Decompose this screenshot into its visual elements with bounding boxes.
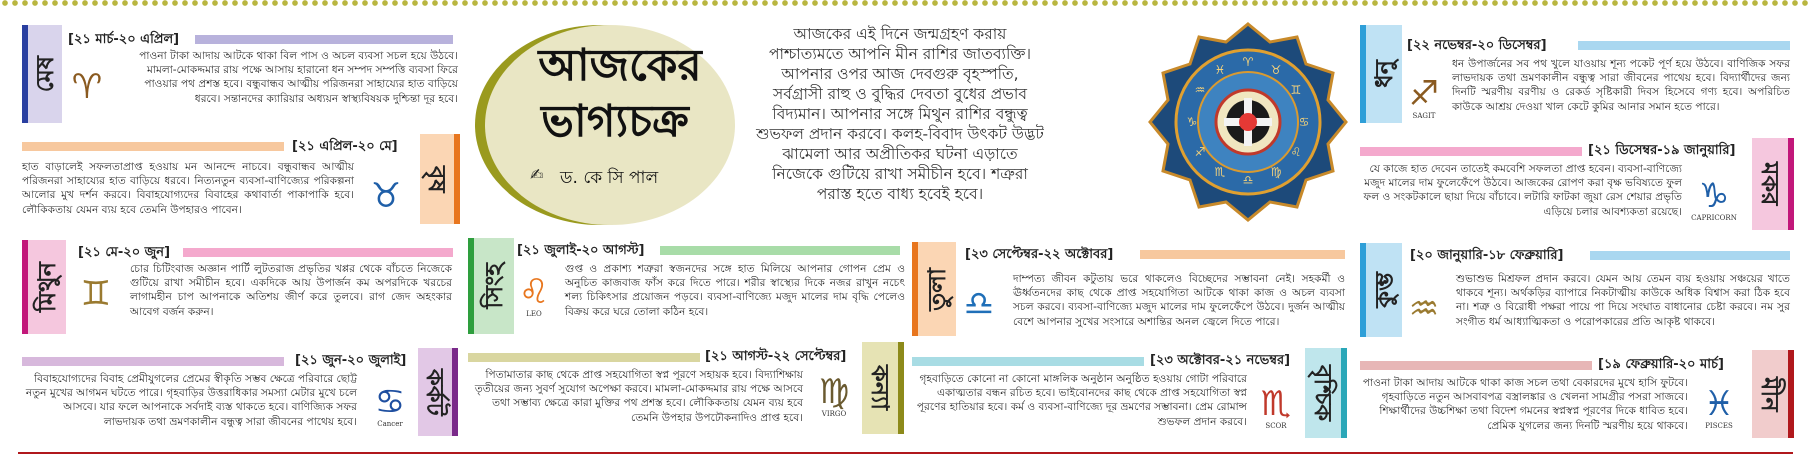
taurus-icon: ♉	[370, 176, 402, 216]
leo-icon: ♌ LEO	[518, 272, 550, 318]
sign-tab-mesh: মেষ	[22, 25, 62, 123]
top-dot-border	[0, 0, 1809, 8]
sign-text-tula: দাম্পত্য জীবন কটুতায় ভরে থাকলেও বিচ্ছেদের সম্ভাবনা নেই। সহকর্মী ও ঊর্ধ্বতনদের কাছ থেকে প্রাপ্ত সহযোগিতা আটকে থাকা কাজ ও অচল ব্যবসা সচল করবে। ব্যবসা-বাণিজ্যে মজুদ মালের দাম ফুলেফেঁপে উঠবে। দুর্জন আত্মীয় বেশে আপনার সুখের সংসারে অশান্তির অনল জ্বেলে দিতে পারে।	[1013, 273, 1345, 328]
sign-date-makar: [২১ ডিসেম্বর-১৯ জানুয়ারি]	[1588, 143, 1736, 158]
sign-bar-brisha	[22, 142, 284, 151]
bottom-rule	[18, 452, 1793, 454]
pen-icon: ✍	[530, 165, 544, 184]
sign-text-kumbha: শুভাশুভ মিশ্রফল প্রদান করবে। যেমন আয় তেমন ব্যয় হওয়ায় সঞ্চয়ের খাতে থাকবে শূন্য। অর্থকড়ির ব্যাপারে নিকটাত্মীয় কাউকে অধিক বিশ্বাস করা ঠিক হবে না। শত্রু ও বিরোধী পক্ষরা পায়ে পা দিয়ে সংঘাত বাধানোর চেষ্টা করবে। নম সুর সংগীত ধর্ম আধ্যাত্মিকতা ও পরোপকারের প্রতি আকৃষ্ট থাকবে।	[1456, 273, 1790, 328]
intro-paragraph: আজকের এই দিনে জন্মগ্রহণ করায় পাশ্চাত্যমতে আপনি মীন রাশির জাতব্যক্তি। আপনার ওপর আজ দেবগুরু বৃহস্পতি, সর্বগ্রাসী রাহু ও বুদ্ধির দেবতা বুধের প্রভাব বিদ্যমান। আপনার সঙ্গে মিথুন রাশির বন্ধুত্ব শুভফল প্রদান করবে। কলহ-বিবাদ উৎকট উদ্ভট ঝামেলা আর অপ্রীতিকর ঘটনা এড়াতে নিজেকে গুটিয়ে রাখা সমীচীন হবে। শত্রুরা পরাস্ত হতে বাধ্য হবেই হবে।	[756, 25, 1044, 203]
sign-bar-meen	[1360, 361, 1592, 370]
svg-text:♓: ♓	[1214, 63, 1226, 77]
sign-bar-makar	[1360, 147, 1582, 156]
aquarius-icon: ♒	[1408, 289, 1440, 329]
sign-text-brisha: হাত বাড়ালেই সফলতাপ্রাপ্ত হওয়ায় মন আনন্দে নাচবে। বন্ধুবান্ধব আত্মীয় পরিজনরা সাহায্যের হাত বাড়িয়ে ধরবে। নিত্যনতুন ব্যবসা-বাণিজ্যের পরিকল্পনা আলোর মুখ দর্শন করবে। বিবাহযোগ্যদের বিবাহের কথাবার্তা পাকাপাকি হবে। লৌকিকতায় যেমন ব্যয় হবে তেমনি উপহারও পাবেন।	[22, 161, 354, 216]
sign-tab-tula: তুলা	[912, 242, 956, 336]
sign-date-kumbha: [২০ জানুয়ারি-১৮ ফেব্রুয়ারি]	[1410, 248, 1564, 263]
sign-bar-kumbha	[1590, 251, 1790, 260]
sign-text-mithun: চোর চিটিংবাজ অজ্ঞান পার্টি লুটতরাজ প্রভৃতির খপ্পর থেকে বাঁচতে নিজেকে গুটিয়ে রাখা সমীচীন হবে। একদিকে আয় উপার্জন কম অপরদিকে খরচের লাগামহীন চাপ আপনাকে অতিশয় জীর্ণ করে তুলবে। রাগ জেদ অহংকার আবেগ বর্জন করুন।	[130, 263, 452, 318]
sign-tab-kumbha: কুম্ভ	[1360, 243, 1402, 337]
sign-date-singha: [২১ জুলাই-২০ আগস্ট]	[517, 243, 645, 258]
svg-text:♈: ♈	[1242, 55, 1254, 69]
scorpio-icon: ♏ SCOR	[1260, 384, 1292, 430]
sign-date-brisha: [২১ এপ্রিল-২০ মে]	[292, 139, 398, 154]
sign-tab-meen: মীন	[1752, 350, 1794, 438]
sign-text-brishchik: গৃহবাড়িতে কোনো না কোনো মাঙ্গলিক অনুষ্ঠান অনুষ্ঠিত হওয়ায় গোটা পরিবারে একাত্মতার বন্ধন রচিত হবে। ভাইবোনদের কাছ থেকে প্রাপ্ত সহযোগিতা স্বপ্ন পূরণের হাতিয়ার হবে। কর্ম ও ব্যবসা-বাণিজ্যে দূর ভ্রমণের সম্ভাবনা। প্রেম রোমান্স শুভফল প্রদান করবে।	[916, 373, 1247, 428]
pisces-icon: ♓ PISCES	[1703, 384, 1735, 430]
sign-bar-tula	[1140, 250, 1345, 259]
sign-tab-mithun: মিথুন	[22, 240, 66, 334]
gemini-icon: ♊	[80, 274, 112, 314]
sign-bar-brishchik	[912, 357, 1144, 366]
sign-date-dhanu: [২২ নভেম্বর-২০ ডিসেম্বর]	[1407, 38, 1547, 53]
sign-text-mesh: পাওনা টাকা আদায় আটকে থাকা বিল পাস ও অচল ব্যবসা সচল হয়ে উঠবে। মামলা-মোকদ্দমার রায় পক্ষে আসায় হারানো ধন সম্পদ সম্পত্তি ব্যবসা ফিরে পাওয়ার পথ প্রশস্ত হবে। বন্ধুবান্ধব আত্মীয় পরিজনরা সাহায্যের হাত বাড়িয়ে ধরবে। সন্তানদের ক্যারিয়ার অধ্যয়ন স্বাস্থ্যবিষয়ক দুশ্চিন্তা দূর হবে।	[139, 50, 458, 105]
sagittarius-icon: ♐ SAGIT	[1408, 74, 1440, 120]
svg-text:♑: ♑	[1186, 115, 1198, 129]
sign-tab-makar: মকর	[1752, 138, 1794, 230]
sign-bar-kanya	[468, 353, 700, 362]
sign-date-brishchik: [২৩ অক্টোবর-২১ নভেম্বর]	[1150, 353, 1291, 368]
sign-tab-brishchik: বৃশ্চিক	[1305, 348, 1347, 438]
sign-text-kanya: পিতামাতার কাছ থেকে প্রাপ্ত সহযোগিতা স্বপ্ন পূরণে সহায়ক হবে। বিদ্যাশিক্ষায় তৃতীয়ের জন্য সুবর্ণ সুযোগ অপেক্ষা করবে। মামলা-মোকদ্দমার রায় পক্ষে আসবে তথা সম্ভাব্য ক্ষেত্রে কারা মুক্তির পথ প্রশস্ত হবে। লৌকিকতায় যেমন ব্যয় হবে তেমনি উপহার উপঢৌকনাদিও প্রাপ্ত হবে।	[474, 369, 803, 424]
page-title-line2: ভাগ্যচক্র	[541, 96, 689, 147]
svg-text:♏: ♏	[1214, 165, 1226, 179]
sign-bar-dhanu	[1578, 41, 1790, 50]
sign-date-mesh: [২১ মার্চ-২০ এপ্রিল]	[68, 32, 180, 47]
svg-text:♌: ♌	[1290, 145, 1302, 159]
svg-text:♐: ♐	[1194, 145, 1206, 159]
sign-date-kanya: [২১ আগস্ট-২২ সেপ্টেম্বর]	[705, 349, 847, 364]
libra-icon: ♎	[963, 284, 995, 324]
svg-text:♒: ♒	[1194, 83, 1206, 97]
sign-tab-dhanu: ধনু	[1360, 25, 1402, 123]
virgo-icon: ♍ VIRGO	[818, 372, 850, 418]
sign-text-karkat: বিবাহযোগ্যদের বিবাহ প্রেমীযুগলের প্রেমের স্বীকৃতি সম্ভব ক্ষেত্রে পরিবারে ছোট্ট নতুন মুখের আগমন ঘটতে পারে। গৃহবাড়ির উত্তরাধিকার সমস্যা মেটার মুখে চলে আসবে। যার ফলে আপনাকে সর্বদাই ব্যস্ত থাকতে হবে। বাণিজ্যিক সফর লাভদায়ক তথা ভ্রমণকালীন বন্ধুত্ব সারা জীবনের পাথেয় হবে।	[25, 373, 357, 428]
sign-bar-singha	[660, 246, 900, 255]
svg-text:♉: ♉	[1270, 63, 1282, 77]
sign-tab-karkat: কর্কট	[418, 348, 458, 436]
sign-bar-mithun	[183, 248, 453, 257]
sign-bar-karkat	[22, 357, 284, 366]
svg-text:♎: ♎	[1242, 173, 1254, 187]
sign-text-meen: পাওনা টাকা আদায় আটকে থাকা কাজ সচল তথা বেকারদের মুখে হাসি ফুটবে। গৃহবাড়িতে নতুন আসবাবপত্র বস্ত্রালঙ্কার ও খেলনা সামগ্রীর পসরা সাজবে। শিক্ষার্থীদের উচ্চশিক্ষা তথা বিদেশ গমনের স্বপ্নস্বপ্ন পূরণের দিকে ধাবিত হবে। প্রেমিক যুগলের জন্য দিনটি স্মরণীয় হয়ে থাকবে।	[1362, 377, 1688, 432]
sign-text-dhanu: ধন উপার্জনের সব পথ খুলে যাওয়ায় শূন্য পকেট পূর্ণ হয়ে উঠবে। বাণিজিক সফর লাভদায়ক তথা ভ্রমণকালীন বন্ধুত্ব সারা জীবনের পাথেয় হবে। বিদ্যার্থীদের জন্য দিনটি স্মরণীয় বরণীয় ও রেকর্ড সৃষ্টিকারী দিবস হিসেবে গণ্য হবে। অপরিচিত কাউকে আশ্রয় দেওয়া খাল কেটে কুমির আনার সমান হতে পারে।	[1452, 58, 1790, 113]
sign-tab-singha: সিংহ	[468, 238, 514, 334]
zodiac-wheel-icon	[1148, 22, 1348, 222]
sign-tab-kanya: কন্যা	[862, 342, 904, 434]
author-name: ড. কে সি পাল	[560, 168, 659, 188]
sign-date-mithun: [২১ মে-২০ জুন]	[78, 245, 171, 260]
sign-tab-brisha: বৃষ	[420, 134, 460, 224]
page-title-line1: আজকের	[538, 40, 702, 91]
cancer-icon: ♋ Cancer	[374, 382, 406, 428]
capricorn-icon: ♑ CAPRICORN	[1691, 176, 1737, 222]
sign-date-meen: [১৯ ফেব্রুয়ারি-২০ মার্চ]	[1598, 357, 1724, 372]
sign-date-karkat: [২১ জুন-২০ জুলাই]	[295, 353, 407, 368]
sign-text-singha: গুপ্ত ও প্রকাশ্য শত্রুরা স্বজনদের সঙ্গে হাত মিলিয়ে আপনার গোপন প্রেম ও অনুচিত কাজবাজ ফাঁস করে দিতে পারে। শরীর স্বাস্থ্যের দিকে নজর রাখুন নচেৎ শল্য চিকিৎসার প্রয়োজন পড়বে। ব্যবসা-বাণিজ্যে মজুদ মালের দাম বৃদ্ধি পেলেও বিক্রয় করে ঘরে তোলা কঠিন হবে।	[565, 263, 905, 318]
svg-text:♍: ♍	[1270, 165, 1282, 179]
sign-bar-mesh	[195, 35, 453, 44]
sign-date-tula: [২৩ সেপ্টেম্বর-২২ অক্টোবর]	[965, 247, 1114, 262]
svg-text:♊: ♊	[1290, 83, 1302, 97]
aries-icon: ♈	[71, 67, 103, 107]
sign-text-makar: যে কাজে হাত দেবেন তাতেই কমবেশি সফলতা প্রাপ্ত হবেন। ব্যবসা-বাণিজ্যে মজুদ মালের দাম ফুলেফেঁপে উঠবে। আজকের রোপণ করা বৃক্ষ ভবিষ্যতে ফুল ফল ও সংকটকালে ছায়া দিয়ে বাঁচাবে। লটারি ফাটকা জুয়া রেস শেয়ার প্রভৃতি এড়িয়ে চলার আবশ্যকতা রয়েছে।	[1363, 163, 1682, 218]
svg-text:♋: ♋	[1298, 115, 1310, 129]
